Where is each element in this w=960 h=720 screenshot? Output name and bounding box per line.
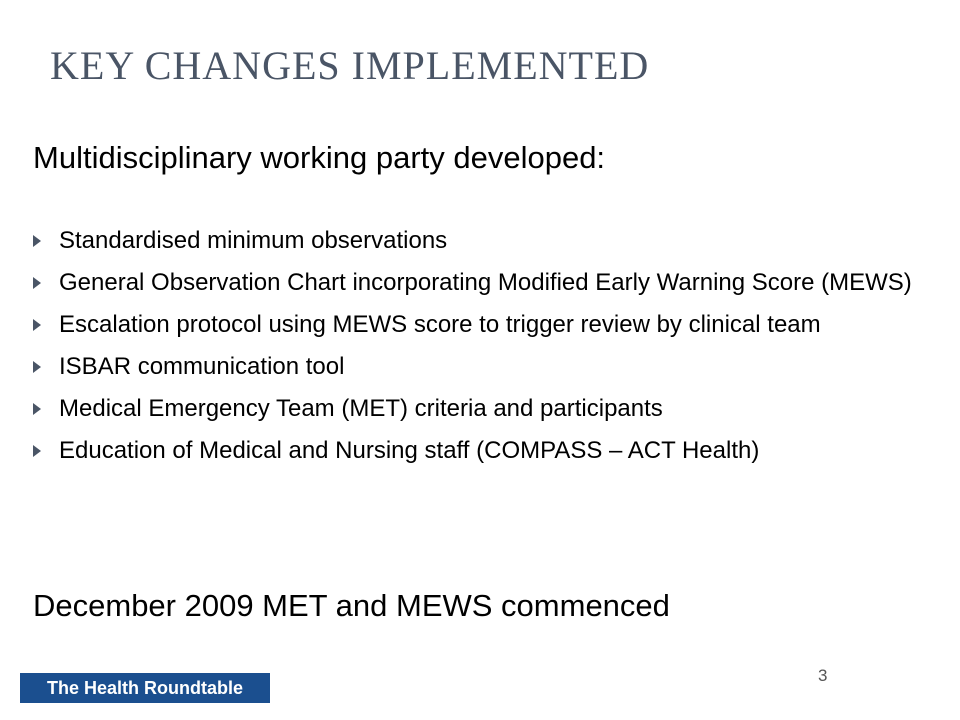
triangle-right-icon: [33, 403, 41, 415]
triangle-right-icon: [33, 445, 41, 457]
page-number: 3: [818, 666, 828, 685]
bullet-item: [33, 226, 923, 256]
closing-text: December 2009 MET and MEWS commenced: [33, 588, 670, 623]
bullet-text: Escalation protocol using MEWS score to trigger review by clinical team: [59, 311, 821, 338]
bullet-text: Standardised minimum observations: [59, 227, 448, 254]
triangle-right-icon: [33, 277, 41, 289]
bullet-item: [33, 352, 923, 382]
bullet-list: [33, 226, 923, 478]
bullet-item: [33, 436, 923, 466]
triangle-right-icon: [33, 319, 41, 331]
slide-title: KEY CHANGES IMPLEMENTED: [50, 43, 650, 88]
bullet-text: Education of Medical and Nursing staff (COMPASS – ACT Health): [59, 437, 760, 464]
bullet-item: [33, 394, 923, 424]
triangle-right-icon: [33, 361, 41, 373]
bullet-text: General Observation Chart incorporating Modified Early Warning Score (MEWS): [59, 269, 912, 296]
triangle-right-icon: [33, 235, 41, 247]
brand-logo: The Health Roundtable: [20, 673, 270, 703]
bullet-item: [33, 310, 923, 340]
bullet-text: Medical Emergency Team (MET) criteria and participants: [59, 395, 663, 422]
bullet-text: ISBAR communication tool: [59, 353, 345, 380]
bullet-item: [33, 268, 923, 298]
intro-text: Multidisciplinary working party developed:: [33, 140, 606, 175]
